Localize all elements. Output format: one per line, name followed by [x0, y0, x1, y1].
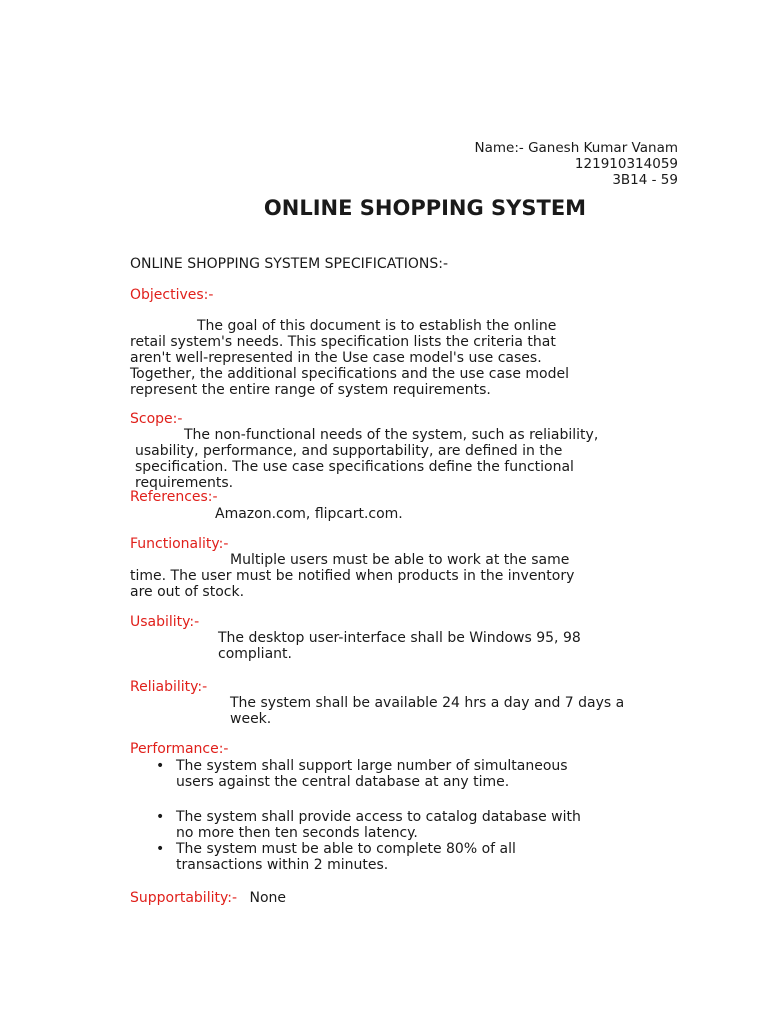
scope-paragraph [135, 427, 635, 491]
specifications-heading: ONLINE SHOPPING SYSTEM SPECIFICATIONS:- [130, 256, 449, 272]
list-item-text: no more then ten seconds latency. [176, 825, 418, 841]
reliability-line: The system shall be available 24 hrs a day and 7 days a [230, 695, 625, 711]
usability-line: compliant. [218, 646, 292, 662]
list-item [152, 758, 632, 790]
section-code: 3B14 - 59 [612, 172, 678, 188]
functionality-line: are out of stock. [130, 584, 245, 600]
objectives-heading: Objectives:- [130, 287, 214, 303]
performance-heading: Performance:- [130, 741, 229, 757]
reliability-line: week. [230, 711, 272, 727]
references-heading: References:- [130, 489, 218, 505]
scope-heading: Scope:- [130, 411, 183, 427]
supportability-value: None [249, 890, 286, 906]
objectives-line: The goal of this document is to establish the online [197, 318, 557, 334]
references-text: Amazon.com, flipcart.com. [215, 506, 403, 522]
bullet-icon: • [156, 758, 165, 774]
author-name: Name:- Ganesh Kumar Vanam [474, 140, 678, 156]
objectives-line: retail system's needs. This specification lists the criteria that [130, 334, 556, 350]
scope-line: The non-functional needs of the system, such as reliability, [184, 427, 599, 443]
author-info [475, 140, 678, 188]
functionality-line: time. The user must be notified when products in the inventory [130, 568, 575, 584]
functionality-heading: Functionality:- [130, 536, 229, 552]
usability-line: The desktop user-interface shall be Windows 95, 98 [218, 630, 581, 646]
performance-list [152, 758, 632, 873]
bullet-icon: • [156, 841, 165, 857]
objectives-line: aren't well-represented in the Use case model's use cases. [130, 350, 542, 366]
objectives-line: represent the entire range of system requirements. [130, 382, 491, 398]
list-item [152, 809, 632, 841]
bullet-icon: • [156, 809, 165, 825]
supportability-heading: Supportability:- [130, 890, 238, 906]
list-item-text: The system must be able to complete 80% of all [176, 841, 516, 857]
scope-line: specification. The use case specifications define the functional [135, 459, 574, 475]
list-item [152, 841, 632, 873]
usability-heading: Usability:- [130, 614, 200, 630]
list-item-text: The system shall support large number of simultaneous [176, 758, 568, 774]
scope-line: requirements. [135, 475, 234, 491]
list-item-text: The system shall provide access to catalog database with [176, 809, 581, 825]
reliability-paragraph [230, 695, 670, 727]
document-title: ONLINE SHOPPING SYSTEM [263, 196, 587, 220]
objectives-paragraph [130, 318, 626, 398]
supportability-row [130, 890, 286, 906]
usability-paragraph [218, 630, 638, 662]
list-item-text: transactions within 2 minutes. [176, 857, 389, 873]
reliability-heading: Reliability:- [130, 679, 208, 695]
roll-number: 121910314059 [574, 156, 678, 172]
list-item-text: users against the central database at any time. [176, 774, 510, 790]
functionality-line: Multiple users must be able to work at the same [230, 552, 570, 568]
objectives-line: Together, the additional specifications and the use case model [130, 366, 569, 382]
scope-line: usability, performance, and supportability, are defined in the [135, 443, 563, 459]
functionality-paragraph [130, 552, 630, 600]
